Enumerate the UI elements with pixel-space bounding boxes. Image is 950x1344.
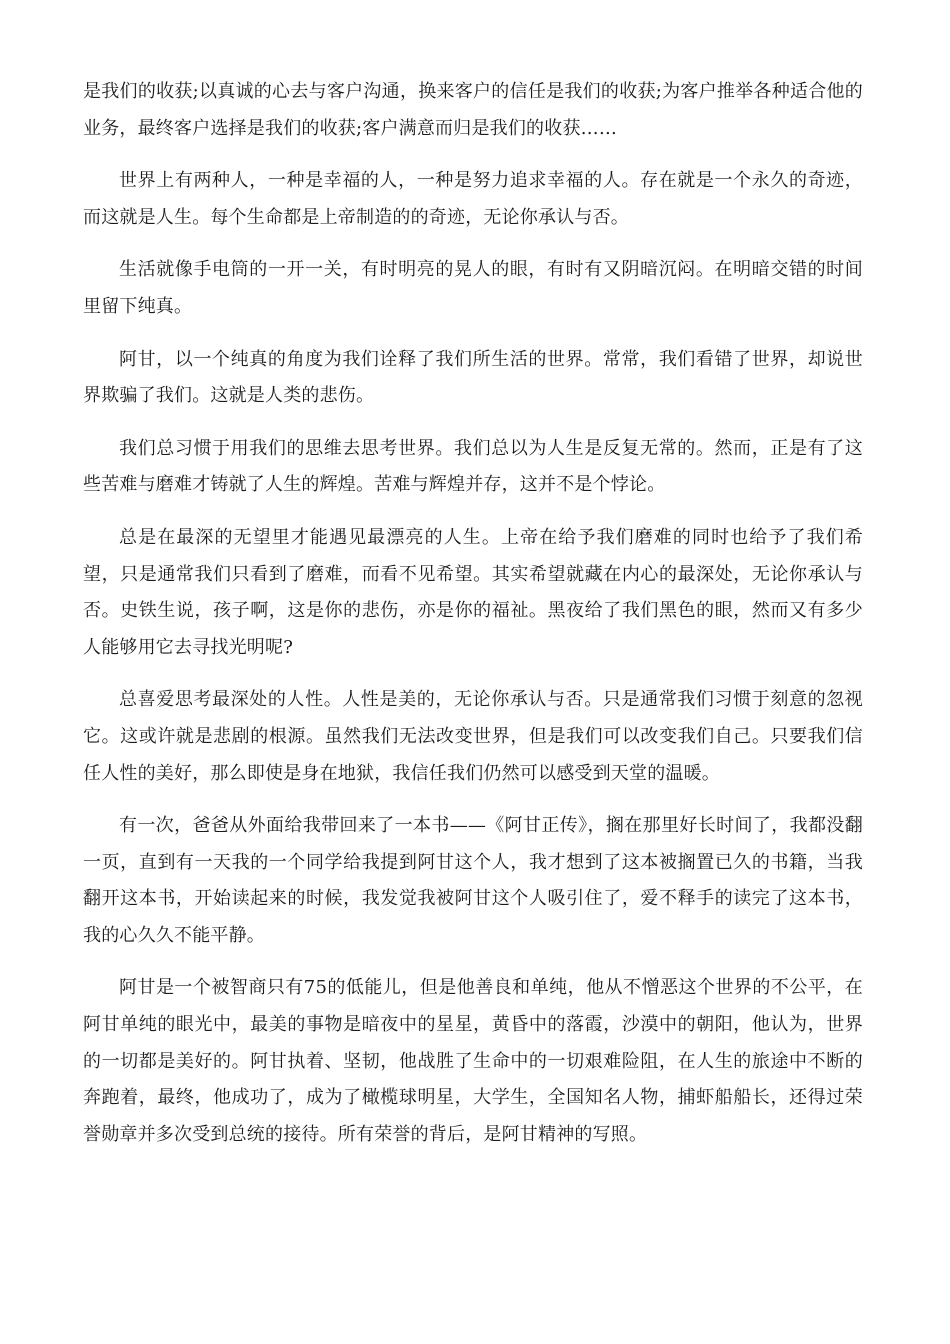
paragraph-9: 阿甘是一个被智商只有75的低能儿，但是他善良和单纯，他从不憎恶这个世界的不公平，在阿甘单纯的眼光中，最美的事物是暗夜中的星星，黄昏中的落霞，沙漠中的朝阳，他认为，世界的一切都是美好的。阿甘执着、坚韧，他战胜了生命中的一切艰难险阻，在人生的旅途中不断的奔跑着，最终，他成功了，成为了橄榄球明星，大学生，全国知名人物，捕虾船船长，还得过荣誉勋章并多次受到总统的接待。所有荣誉的背后，是阿甘精神的写照。 (83, 977, 863, 1145)
paragraph-3: 生活就像手电筒的一开一关，有时明亮的晃人的眼，有时有又阴暗沉闷。在明暗交错的时间里留下纯真。 (83, 259, 863, 317)
paragraph-6: 总是在最深的无望里才能遇见最漂亮的人生。上帝在给予我们磨难的同时也给予了我们希望，只是通常我们只看到了磨难，而看不见希望。其实希望就藏在内心的最深处，无论你承认与否。史铁生说，孩子啊，这是你的悲伤，亦是你的福祉。黑夜给了我们黑色的眼，然而又有多少人能够用它去寻找光明呢? (83, 526, 863, 658)
paragraph-5: 我们总习惯于用我们的思维去思考世界。我们总以为人生是反复无常的。然而，正是有了这些苦难与磨难才铸就了人生的辉煌。苦难与辉煌并存，这并不是个悖论。 (83, 437, 863, 496)
document-body (83, 74, 863, 1169)
paragraph-8: 有一次，爸爸从外面给我带回来了一本书——《阿甘正传》，搁在那里好长时间了，我都没翻一页，直到有一天我的一个同学给我提到阿甘这个人，我才想到了这本被搁置已久的书籍，当我翻开这本书，开始读起来的时候，我发觉我被阿甘这个人吸引住了，爱不释手的读完了这本书，我的心久久不能平静。 (83, 815, 863, 946)
paragraph-4: 阿甘，以一个纯真的角度为我们诠释了我们所生活的世界。常常，我们看错了世界，却说世界欺骗了我们。这就是人类的悲伤。 (83, 348, 863, 407)
paragraph-2: 世界上有两种人，一种是幸福的人，一种是努力追求幸福的人。存在就是一个永久的奇迹，而这就是人生。每个生命都是上帝制造的的奇迹，无论你承认与否。 (83, 170, 863, 228)
paragraph-1: 是我们的收获;以真诚的心去与客户沟通，换来客户的信任是我们的收获;为客户推举各种适合他的业务，最终客户选择是我们的收获;客户满意而归是我们的收获…… (83, 81, 863, 139)
paragraph-7: 总喜爱思考最深处的人性。人性是美的，无论你承认与否。只是通常我们习惯于刻意的忽视它。这或许就是悲剧的根源。虽然我们无法改变世界，但是我们可以改变我们自己。只要我们信任人性的美好，那么即使是身在地狱，我信任我们仍然可以感受到天堂的温暖。 (83, 689, 863, 784)
